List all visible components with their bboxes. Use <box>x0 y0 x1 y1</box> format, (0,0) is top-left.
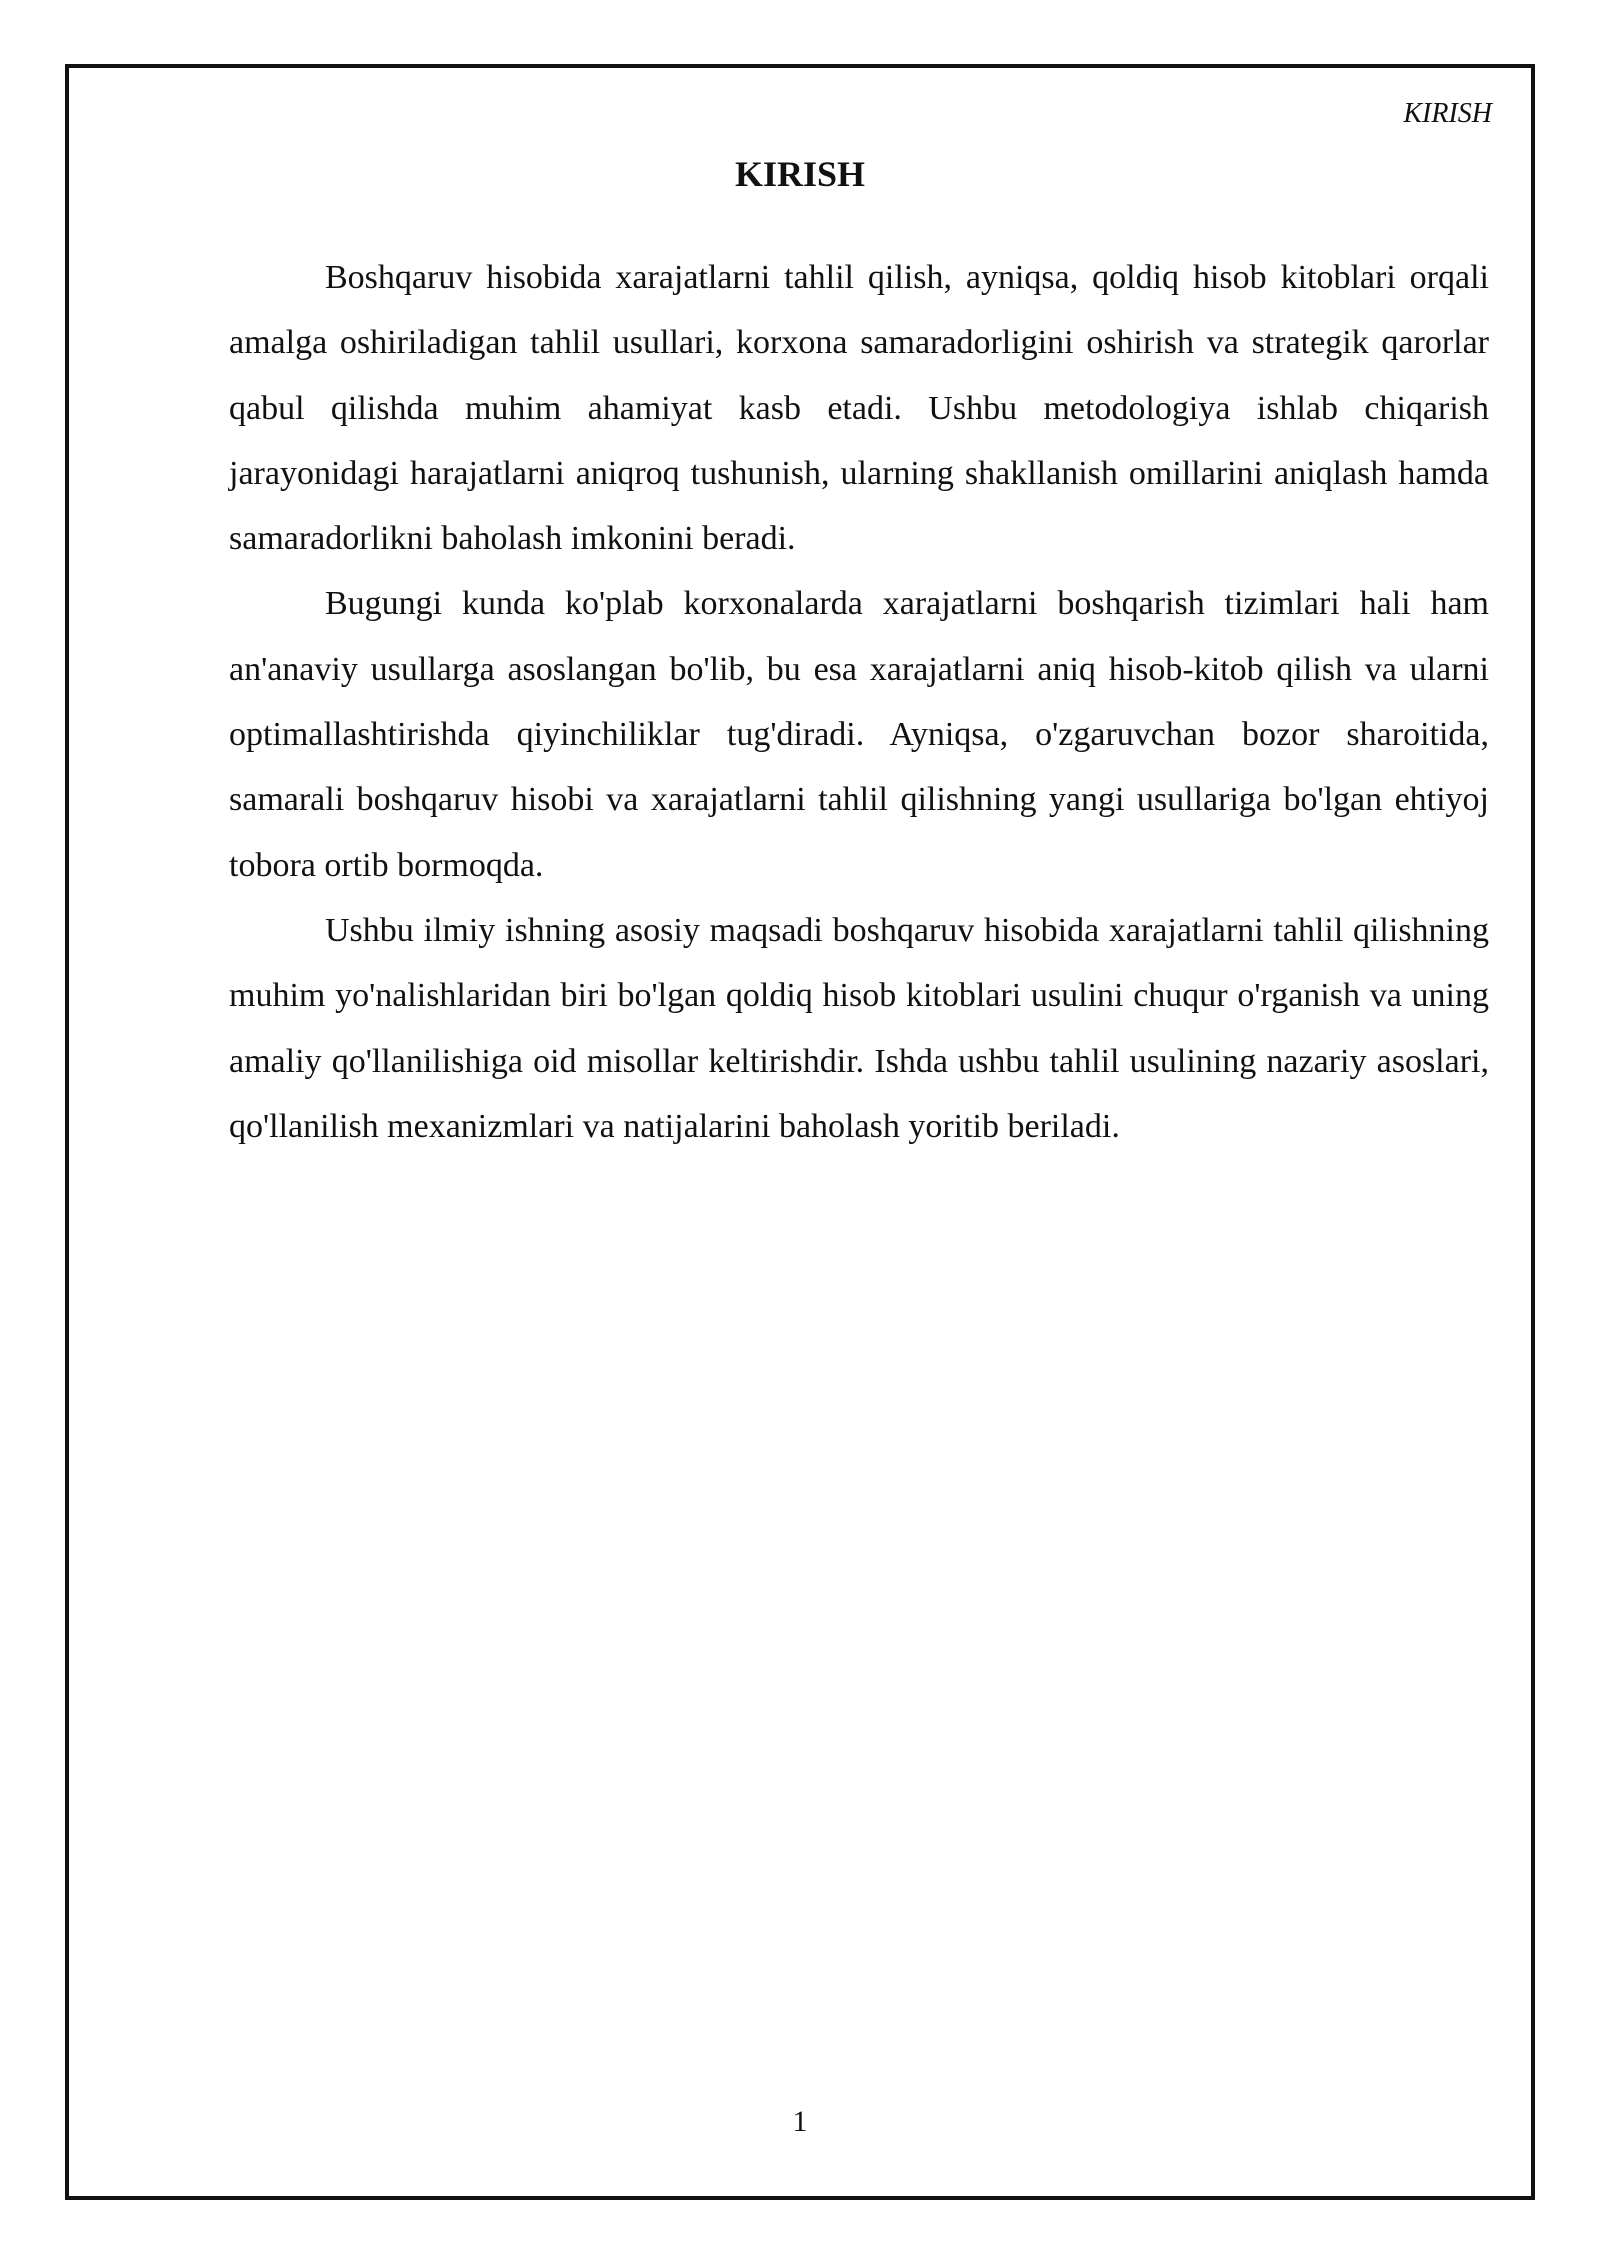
page-number: 1 <box>792 2105 808 2138</box>
paragraph-3: Ushbu ilmiy ishning asosiy maqsadi boshqaruv hisobida xarajatlarni tahlil qilishning muhim yo'nalishlaridan biri bo'lgan qoldiq hisob kitoblari usulini chuqur o'rganish va uning amaliy qo'llanilishiga oid misollar keltirishdir. Ishda ushbu tahlil usulining nazariy asoslari, qo'llanilish mexanizmlari va natijalarini baholash yoritib beriladi. <box>229 911 1489 1145</box>
page-title: KIRISH <box>734 154 866 194</box>
paragraph-1: Boshqaruv hisobida xarajatlarni tahlil qilish, ayniqsa, qoldiq hisob kitoblari orqali amalga oshiriladigan tahlil usullari, korxona samaradorligini oshirish va strategik qarorlar qabul qilishda muhim ahamiyat kasb etadi. Ushbu metodologiya ishlab chiqarish jarayonidagi harajatlarni aniqroq tushunish, ularning shakllanish omillarini aniqlash hamda samaradorlikni baholash imkonini beradi. <box>229 259 1489 558</box>
paragraph-2: Bugungi kunda ko'plab korxonalarda xarajatlarni boshqarish tizimlari hali ham an'anaviy usullarga asoslangan bo'lib, bu esa xarajatlarni aniq hisob-kitob qilish va ularni optimallashtirishda qiyinchiliklar tug'diradi. Ayniqsa, o'zgaruvchan bozor sharoitida, samarali boshqaruv hisobi va xarajatlarni tahlil qilishning yangi usullariga bo'lgan ehtiyoj tobora ortib bormoqda. <box>229 585 1489 884</box>
body-text <box>229 245 1489 1159</box>
running-header: KIRISH <box>1403 98 1492 129</box>
